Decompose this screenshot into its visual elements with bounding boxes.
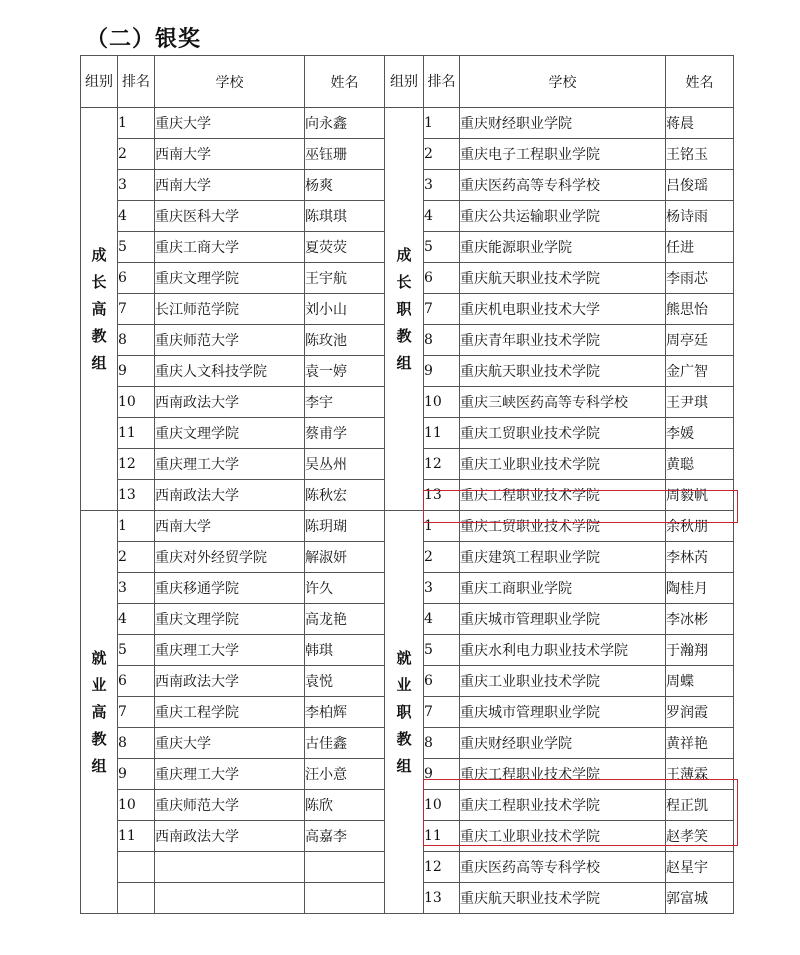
- school-cell-right: 重庆城市管理职业学院: [460, 697, 666, 728]
- rank-cell-right: 13: [424, 480, 460, 511]
- name-cell-right: 王尹琪: [666, 387, 734, 418]
- school-cell-right: 重庆医药高等专科学校: [460, 170, 666, 201]
- name-cell-right: 余秋朋: [666, 511, 734, 542]
- school-cell-right: 重庆航天职业技术学院: [460, 263, 666, 294]
- name-cell-left: 王宇航: [305, 263, 385, 294]
- rank-cell-right: 3: [424, 170, 460, 201]
- name-cell-right: 黄祥艳: [666, 728, 734, 759]
- rank-cell-left: [118, 852, 155, 883]
- group-label-left: 成长高教组: [81, 108, 118, 511]
- school-cell-right: 重庆工商职业学院: [460, 573, 666, 604]
- school-cell-left: 重庆理工大学: [155, 759, 305, 790]
- name-cell-left: 许久: [305, 573, 385, 604]
- name-cell-right: 周蝶: [666, 666, 734, 697]
- school-cell-left: 西南政法大学: [155, 666, 305, 697]
- silver-award-table: [80, 55, 734, 914]
- header-rank-right: 排名: [424, 56, 460, 108]
- name-cell-right: 陶桂月: [666, 573, 734, 604]
- rank-cell-left: 7: [118, 697, 155, 728]
- school-cell-left: 重庆文理学院: [155, 604, 305, 635]
- school-cell-left: 重庆文理学院: [155, 418, 305, 449]
- school-cell-left: 长江师范学院: [155, 294, 305, 325]
- rank-cell-right: 4: [424, 604, 460, 635]
- header-school-left: 学校: [155, 56, 305, 108]
- name-cell-right: 金广智: [666, 356, 734, 387]
- rank-cell-left: 12: [118, 449, 155, 480]
- rank-cell-left: 2: [118, 139, 155, 170]
- school-cell-left: [155, 852, 305, 883]
- name-cell-left: 陈欣: [305, 790, 385, 821]
- school-cell-left: 重庆文理学院: [155, 263, 305, 294]
- name-cell-left: 李柏辉: [305, 697, 385, 728]
- school-cell-left: [155, 883, 305, 914]
- school-cell-left: 重庆理工大学: [155, 635, 305, 666]
- school-cell-right: 重庆工贸职业技术学院: [460, 418, 666, 449]
- rank-cell-right: 11: [424, 821, 460, 852]
- school-cell-left: 重庆工程学院: [155, 697, 305, 728]
- name-cell-left: 李宇: [305, 387, 385, 418]
- school-cell-right: 重庆工业职业技术学院: [460, 666, 666, 697]
- name-cell-left: 古佳鑫: [305, 728, 385, 759]
- rank-cell-left: 13: [118, 480, 155, 511]
- rank-cell-left: 4: [118, 604, 155, 635]
- name-cell-left: 韩琪: [305, 635, 385, 666]
- rank-cell-left: 11: [118, 418, 155, 449]
- name-cell-left: 高龙艳: [305, 604, 385, 635]
- rank-cell-left: 8: [118, 728, 155, 759]
- name-cell-right: 周亭廷: [666, 325, 734, 356]
- school-cell-right: 重庆财经职业学院: [460, 108, 666, 139]
- name-cell-left: [305, 883, 385, 914]
- name-cell-right: 蒋晨: [666, 108, 734, 139]
- rank-cell-right: 1: [424, 511, 460, 542]
- school-cell-left: 西南政法大学: [155, 480, 305, 511]
- section-title: （二）银奖: [86, 27, 202, 52]
- name-cell-left: 蔡甫学: [305, 418, 385, 449]
- rank-cell-left: 6: [118, 666, 155, 697]
- school-cell-left: 重庆工商大学: [155, 232, 305, 263]
- name-cell-right: 杨诗雨: [666, 201, 734, 232]
- rank-cell-left: 9: [118, 356, 155, 387]
- school-cell-left: 重庆对外经贸学院: [155, 542, 305, 573]
- group-label-right: 就业职教组: [385, 511, 424, 914]
- name-cell-left: 陈玥瑚: [305, 511, 385, 542]
- school-cell-right: 重庆青年职业技术学院: [460, 325, 666, 356]
- school-cell-left: 西南大学: [155, 170, 305, 201]
- rank-cell-right: 12: [424, 852, 460, 883]
- school-cell-left: 重庆大学: [155, 108, 305, 139]
- rank-cell-left: 10: [118, 790, 155, 821]
- rank-cell-right: 2: [424, 139, 460, 170]
- rank-cell-right: 12: [424, 449, 460, 480]
- rank-cell-left: 5: [118, 232, 155, 263]
- school-cell-left: 西南大学: [155, 139, 305, 170]
- school-cell-right: 重庆机电职业技术大学: [460, 294, 666, 325]
- school-cell-left: 西南大学: [155, 511, 305, 542]
- name-cell-left: 杨爽: [305, 170, 385, 201]
- rank-cell-left: [118, 883, 155, 914]
- rank-cell-left: 10: [118, 387, 155, 418]
- header-row: [81, 56, 734, 108]
- rank-cell-left: 5: [118, 635, 155, 666]
- rank-cell-right: 8: [424, 325, 460, 356]
- school-cell-left: 重庆医科大学: [155, 201, 305, 232]
- rank-cell-right: 6: [424, 263, 460, 294]
- school-cell-right: 重庆工业职业技术学院: [460, 821, 666, 852]
- name-cell-left: 高嘉李: [305, 821, 385, 852]
- name-cell-right: 程正凯: [666, 790, 734, 821]
- school-cell-left: 重庆师范大学: [155, 790, 305, 821]
- rank-cell-left: 7: [118, 294, 155, 325]
- school-cell-right: 重庆城市管理职业学院: [460, 604, 666, 635]
- rank-cell-right: 5: [424, 635, 460, 666]
- name-cell-right: 李林芮: [666, 542, 734, 573]
- school-cell-right: 重庆医药高等专科学校: [460, 852, 666, 883]
- school-cell-right: 重庆公共运输职业学院: [460, 201, 666, 232]
- rank-cell-right: 10: [424, 790, 460, 821]
- name-cell-left: 袁一婷: [305, 356, 385, 387]
- name-cell-right: 于瀚翔: [666, 635, 734, 666]
- rank-cell-left: 2: [118, 542, 155, 573]
- header-group-right: 组别: [385, 56, 424, 108]
- school-cell-right: 重庆水利电力职业技术学院: [460, 635, 666, 666]
- rank-cell-left: 11: [118, 821, 155, 852]
- school-cell-left: 重庆师范大学: [155, 325, 305, 356]
- name-cell-right: 郭富城: [666, 883, 734, 914]
- school-cell-right: 重庆建筑工程职业学院: [460, 542, 666, 573]
- table-body: [81, 108, 734, 914]
- name-cell-right: 罗润霞: [666, 697, 734, 728]
- school-cell-right: 重庆三峡医药高等专科学校: [460, 387, 666, 418]
- header-group-left: 组别: [81, 56, 118, 108]
- school-cell-right: 重庆工程职业技术学院: [460, 480, 666, 511]
- rank-cell-right: 8: [424, 728, 460, 759]
- name-cell-left: 吴丛州: [305, 449, 385, 480]
- rank-cell-right: 7: [424, 294, 460, 325]
- rank-cell-left: 3: [118, 573, 155, 604]
- school-cell-left: 西南政法大学: [155, 821, 305, 852]
- name-cell-right: 王铭玉: [666, 139, 734, 170]
- rank-cell-right: 11: [424, 418, 460, 449]
- name-cell-right: 黄聪: [666, 449, 734, 480]
- name-cell-left: 解淑妍: [305, 542, 385, 573]
- header-name-left: 姓名: [305, 56, 385, 108]
- rank-cell-right: 13: [424, 883, 460, 914]
- group-label-right: 成长职教组: [385, 108, 424, 511]
- name-cell-right: 吕俊瑶: [666, 170, 734, 201]
- header-rank-left: 排名: [118, 56, 155, 108]
- school-cell-left: 重庆大学: [155, 728, 305, 759]
- name-cell-left: 陈玫池: [305, 325, 385, 356]
- table-row: [81, 108, 734, 139]
- school-cell-right: 重庆工程职业技术学院: [460, 790, 666, 821]
- rank-cell-right: 7: [424, 697, 460, 728]
- name-cell-right: 周毅帆: [666, 480, 734, 511]
- rank-cell-right: 2: [424, 542, 460, 573]
- school-cell-right: 重庆能源职业学院: [460, 232, 666, 263]
- school-cell-right: 重庆工贸职业技术学院: [460, 511, 666, 542]
- rank-cell-right: 4: [424, 201, 460, 232]
- rank-cell-left: 1: [118, 108, 155, 139]
- school-cell-right: 重庆航天职业技术学院: [460, 356, 666, 387]
- rank-cell-left: 6: [118, 263, 155, 294]
- name-cell-left: 袁悦: [305, 666, 385, 697]
- name-cell-right: 李冰彬: [666, 604, 734, 635]
- rank-cell-right: 5: [424, 232, 460, 263]
- rank-cell-right: 1: [424, 108, 460, 139]
- school-cell-left: 重庆理工大学: [155, 449, 305, 480]
- name-cell-right: 任进: [666, 232, 734, 263]
- school-cell-left: 重庆移通学院: [155, 573, 305, 604]
- school-cell-right: 重庆航天职业技术学院: [460, 883, 666, 914]
- rank-cell-left: 9: [118, 759, 155, 790]
- name-cell-left: 巫钰珊: [305, 139, 385, 170]
- name-cell-right: 熊思怡: [666, 294, 734, 325]
- name-cell-left: [305, 852, 385, 883]
- school-cell-right: 重庆工程职业技术学院: [460, 759, 666, 790]
- school-cell-right: 重庆财经职业学院: [460, 728, 666, 759]
- rank-cell-right: 9: [424, 356, 460, 387]
- name-cell-right: 赵星宇: [666, 852, 734, 883]
- header-school-right: 学校: [460, 56, 666, 108]
- name-cell-left: 夏荧荧: [305, 232, 385, 263]
- header-name-right: 姓名: [666, 56, 734, 108]
- name-cell-left: 汪小意: [305, 759, 385, 790]
- name-cell-left: 陈秋宏: [305, 480, 385, 511]
- rank-cell-left: 1: [118, 511, 155, 542]
- rank-cell-right: 6: [424, 666, 460, 697]
- name-cell-left: 刘小山: [305, 294, 385, 325]
- name-cell-right: 李媛: [666, 418, 734, 449]
- name-cell-left: 向永鑫: [305, 108, 385, 139]
- rank-cell-right: 3: [424, 573, 460, 604]
- rank-cell-right: 10: [424, 387, 460, 418]
- rank-cell-left: 8: [118, 325, 155, 356]
- name-cell-right: 王薄霖: [666, 759, 734, 790]
- name-cell-right: 赵孝笑: [666, 821, 734, 852]
- group-label-left: 就业高教组: [81, 511, 118, 914]
- rank-cell-right: 9: [424, 759, 460, 790]
- school-cell-right: 重庆工业职业技术学院: [460, 449, 666, 480]
- school-cell-right: 重庆电子工程职业学院: [460, 139, 666, 170]
- school-cell-left: 重庆人文科技学院: [155, 356, 305, 387]
- name-cell-left: 陈琪琪: [305, 201, 385, 232]
- rank-cell-left: 4: [118, 201, 155, 232]
- name-cell-right: 李雨芯: [666, 263, 734, 294]
- rank-cell-left: 3: [118, 170, 155, 201]
- school-cell-left: 西南政法大学: [155, 387, 305, 418]
- table-row: [81, 511, 734, 542]
